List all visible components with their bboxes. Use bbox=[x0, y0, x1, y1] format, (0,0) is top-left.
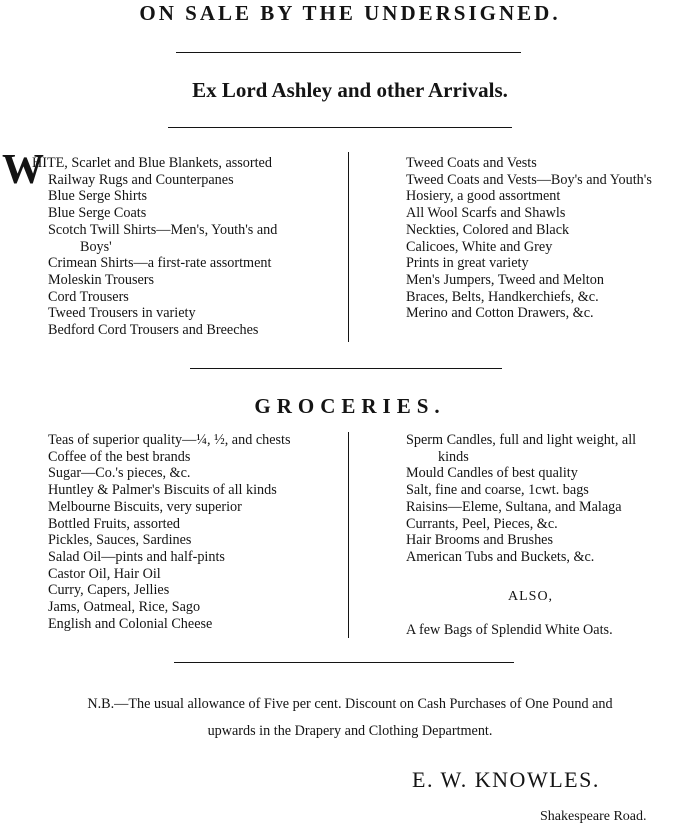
also-item bbox=[406, 622, 613, 639]
grocery-item: American Tubs and Buckets, &c. bbox=[406, 548, 595, 565]
drop-cap-letter: W bbox=[2, 147, 44, 193]
drapery-item: Blue Serge Coats bbox=[48, 205, 147, 222]
drapery-item: HITE, Scarlet and Blue Blankets, assorted bbox=[32, 155, 272, 171]
drapery-item: Scotch Twill Shirts—Men's, Youth's and bbox=[48, 221, 278, 238]
nb-note-line-1: N.B.—The usual allowance of Five per cent. Discount on Cash Purchases of One Pound and bbox=[87, 696, 613, 712]
drapery-right-column bbox=[406, 155, 652, 322]
grocery-item: Castor Oil, Hair Oil bbox=[48, 565, 161, 582]
divider-rule bbox=[174, 662, 514, 663]
also-item-text: A few Bags of Splendid White Oats. bbox=[406, 622, 613, 638]
drapery-item: Tweed Coats and Vests—Boy's and Youth's bbox=[406, 171, 652, 188]
signer-name: E. W. KNOWLES. bbox=[412, 767, 600, 792]
divider-rule bbox=[176, 52, 521, 53]
divider-rule bbox=[190, 368, 502, 369]
grocery-item: Sugar—Co.'s pieces, &c. bbox=[48, 465, 191, 482]
grocery-item: Mould Candles of best quality bbox=[406, 465, 578, 482]
drapery-item: Moleskin Trousers bbox=[48, 271, 155, 288]
grocery-item: Sperm Candles, full and light weight, all bbox=[406, 432, 637, 448]
grocery-item: English and Colonial Cheese bbox=[48, 615, 213, 632]
drapery-item: All Wool Scarfs and Shawls bbox=[406, 205, 566, 222]
grocery-item: Hair Brooms and Brushes bbox=[406, 532, 553, 549]
advertisement-title: ON SALE BY THE UNDERSIGNED. bbox=[139, 1, 561, 25]
grocery-item: Melbourne Biscuits, very superior bbox=[48, 498, 242, 515]
drapery-item: Blue Serge Shirts bbox=[48, 188, 148, 205]
drapery-item: Prints in great variety bbox=[406, 255, 529, 272]
advertisement-subtitle: Ex Lord Ashley and other Arrivals. bbox=[192, 78, 508, 102]
grocery-item: Coffee of the best brands bbox=[48, 448, 191, 465]
drapery-item: Merino and Cotton Drawers, &c. bbox=[406, 305, 594, 322]
drapery-item: Braces, Belts, Handkerchiefs, &c. bbox=[406, 288, 599, 305]
drapery-item: Crimean Shirts—a first-rate assortment bbox=[48, 255, 272, 272]
grocery-item: Curry, Capers, Jellies bbox=[48, 582, 170, 599]
also-label: ALSO, bbox=[508, 589, 554, 604]
grocery-item: Bottled Fruits, assorted bbox=[48, 515, 181, 532]
divider-rule bbox=[168, 127, 512, 128]
grocery-item: Salt, fine and coarse, 1cwt. bags bbox=[406, 482, 589, 499]
drapery-left-column bbox=[32, 155, 278, 339]
grocery-item: Raisins—Eleme, Sultana, and Malaga bbox=[406, 498, 622, 515]
grocery-item: Teas of superior quality—¼, ½, and chests bbox=[48, 432, 291, 448]
grocery-item-continuation: kinds bbox=[438, 448, 469, 465]
drapery-item: Tweed Coats and Vests bbox=[406, 155, 537, 171]
nb-note-line-2: upwards in the Drapery and Clothing Department. bbox=[207, 723, 493, 739]
groceries-right-column bbox=[406, 432, 636, 566]
drapery-item: Railway Rugs and Counterpanes bbox=[48, 171, 234, 188]
drapery-item: Tweed Trousers in variety bbox=[48, 305, 196, 322]
drapery-item-continuation: Boys' bbox=[80, 238, 112, 255]
column-divider bbox=[348, 432, 349, 638]
groceries-left-column bbox=[48, 432, 291, 632]
grocery-item: Pickles, Sauces, Sardines bbox=[48, 532, 192, 549]
grocery-item: Currants, Peel, Pieces, &c. bbox=[406, 515, 558, 532]
grocery-item: Jams, Oatmeal, Rice, Sago bbox=[48, 599, 201, 616]
signer-address: Shakespeare Road. bbox=[540, 809, 647, 824]
drapery-item: Cord Trousers bbox=[48, 288, 129, 305]
groceries-heading: GROCERIES. bbox=[254, 394, 446, 418]
drapery-item: Calicoes, White and Grey bbox=[406, 238, 553, 255]
grocery-item: Huntley & Palmer's Biscuits of all kinds bbox=[48, 482, 277, 499]
drapery-item: Hosiery, a good assortment bbox=[406, 188, 561, 205]
grocery-item: Salad Oil—pints and half-pints bbox=[48, 548, 225, 565]
drapery-item: Bedford Cord Trousers and Breeches bbox=[48, 322, 259, 339]
drapery-item: Men's Jumpers, Tweed and Melton bbox=[406, 271, 604, 288]
drapery-item: Neckties, Colored and Black bbox=[406, 221, 570, 238]
column-divider bbox=[348, 152, 349, 342]
